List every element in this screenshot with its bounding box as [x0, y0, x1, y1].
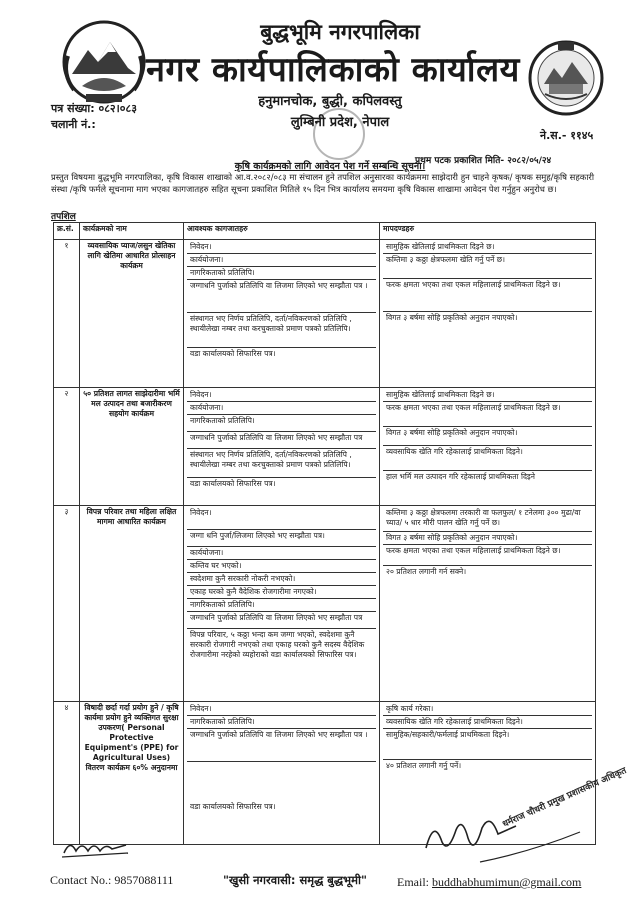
ref-number: पत्र संख्या: ०८२।०८३ [51, 102, 137, 115]
row-sn: २ [54, 388, 80, 506]
municipality-slogan: "खुसी नगरवासी: समृद्ध बुद्धभूमी" [223, 873, 367, 887]
document-item: जग्गाधनि पुर्जाको प्रतिलिपि वा लिजमा लिएको भए सम्झौता पत्र [187, 612, 376, 629]
criteria-item: सामुहिक खेतिलाई प्राथमिकता दिइने छ। [383, 389, 592, 402]
criteria-item: २० प्रतिशत लगानी गर्न सक्ने। [386, 567, 467, 576]
table-row [54, 240, 596, 388]
document-item: जग्गा धनि पुर्जा/लिजमा लिएको भए सम्झौता पत्र। [187, 530, 376, 547]
notice-subject: कृषि कार्यक्रमको लागि आवेदन पेश गर्ने सम्बन्धि सूचना। [234, 161, 426, 172]
row-sn: १ [54, 240, 80, 388]
row-documents [184, 506, 380, 702]
document-item: वडा कार्यालयको सिफारिस पत्र। [190, 479, 276, 488]
office-address: हनुमानचोक, बुद्धी, कपिलवस्तु [258, 94, 402, 109]
document-item: निवेदन। [187, 241, 376, 254]
email-label: Email: [397, 875, 432, 889]
criteria-item: कम्तिमा ३ कठ्ठा क्षेत्रफलमा खेति गर्नु पर्ने छ। [383, 254, 592, 279]
document-item: कार्ययोजना। [187, 402, 376, 415]
document-item: कार्ययोजना। [187, 547, 376, 560]
criteria-item: कम्तिमा ३ कठ्ठा क्षेत्रफलमा तरकारी वा फलफुल/ १ टनेलमा ३०० मुढा/वा च्याउ/ ५ धार मौरी पालन खेति गर्नु पर्ने छ। [383, 507, 592, 532]
document-item: संस्थागत भए निर्णय प्रतिलिपि, दर्ता/नविकरणको प्रतिलिपि , स्थायीलेखा नम्बर तथा करचुक्ताको प्रमाण पत्रको प्रतिलिपि। [187, 449, 376, 478]
row-program: ५० प्रतिशत लागत साझेदारीमा भर्मि मल उत्पादन तथा बजारीकरण सहयोग कार्यक्रम [80, 388, 184, 506]
criteria-item: विगत ३ बर्षमा सोहि प्रकृतिको अनुदान नपाएको। [383, 532, 592, 545]
document-item: निवेदन। [187, 389, 376, 402]
row-criteria [380, 240, 596, 388]
criteria-item: फरक क्षमता भएका तथा एकल महिलालाई प्राथमिकता दिइने छ। [383, 545, 592, 566]
nepal-samvat-number: ने.स.- ११४५ [540, 129, 594, 142]
header-program: कार्यक्रमको नाम [80, 223, 184, 240]
document-item: नागरिकताको प्रतिलिपि। [187, 599, 376, 612]
nepal-emblem-logo [58, 16, 150, 108]
document-item: एकाह घरको कुनै वैदेशिक रोजगारीमा नगएको। [187, 586, 376, 599]
table-row [54, 388, 596, 506]
left-signature [60, 835, 130, 861]
email-link[interactable]: buddhabhumimun@gmail.com [432, 875, 582, 889]
document-item: वडा कार्यालयको सिफारिस पत्र। [190, 802, 276, 811]
document-item: संस्थागत भए निर्णय प्रतिलिपि, दर्ता/नविकरणको प्रतिलिपि , स्थायीलेखा नम्बर तथा करचुक्ताको प्रमाण पत्रको प्रतिलिपि। [187, 313, 376, 348]
document-item: वडा कार्यालयको सिफारिस पत्र। [190, 349, 276, 358]
row-criteria [380, 506, 596, 702]
document-item: जग्गाधनि पुर्जाको प्रतिलिपि वा लिजमा लिएको भए सम्झौता पत्र [187, 432, 376, 449]
header-criteria: मापदण्डहरु [380, 223, 596, 240]
criteria-item: विगत ३ बर्षमा सोहि प्रकृतिको अनुदान नपाएको। [386, 313, 518, 322]
criteria-item: हाल भर्मि मल उत्पादन गरि रहेकालाई प्राथमिकता दिइने [386, 472, 535, 481]
criteria-item: सामुहिक/सहकारी/फर्मलाई प्राथमिकता दिइने। [383, 729, 592, 760]
row-program: विपन्न परिवार तथा महिला लक्षित मागमा आधारित कार्यक्रम [80, 506, 184, 702]
row-documents [184, 240, 380, 388]
document-item: जग्गाधनि पुर्जाको प्रतिलिपि वा लिजमा लिएको भए सम्झौता पत्र । [187, 729, 376, 762]
document-item: कम्तिव घर भएको। [187, 560, 376, 573]
document-item: नागरिकताको प्रतिलिपि। [187, 267, 376, 280]
row-program: विषादी छर्दा गर्दा प्रयोग हुने / कृषि कार्यमा प्रयोग हुने व्यक्तिगत सुरक्षा उपकरण( Personal Protective Equipment's (PPE) for Agricultural Uses) वितरण कार्यक्रम ६०% अनुदानमा [80, 702, 184, 845]
row-sn: ३ [54, 506, 80, 702]
row-documents [184, 702, 380, 845]
document-item: निवेदन। [187, 703, 376, 716]
program-table [53, 222, 596, 845]
office-name: नगर कार्यपालिकाको कार्यालय [146, 50, 520, 90]
document-item: कार्ययोजना। [187, 254, 376, 267]
row-program: व्यवसायिक प्याज/लसुन खेतिका लागि खेतिमा आधारित प्रोत्साहन कार्यक्रम [80, 240, 184, 388]
header-sn: क्र.सं. [54, 223, 80, 240]
row-criteria [380, 388, 596, 506]
table-row [54, 506, 596, 702]
criteria-item: फरक क्षमता भएका तथा एकल महिलालाई प्राथमिकता दिइने छ। [383, 279, 592, 312]
document-item: नागरिकताको प्रतिलिपि। [187, 415, 376, 432]
header-documents: आवश्यक कागजातहरु [184, 223, 380, 240]
org-name: बुद्धभूमि नगरपालिका [260, 20, 420, 44]
document-item: जग्गाधनि पुर्जाको प्रतिलिपि वा लिजमा लिएको भए सम्झौता पत्र । [187, 280, 376, 313]
document-item: निवेदन। [187, 507, 376, 530]
schedule-label: तपशिल [51, 212, 76, 222]
criteria-item: ४० प्रतिशत लगानी गर्नु पर्ने। [386, 761, 462, 770]
dispatch-number: चलानी नं.: [51, 118, 96, 131]
officer-designation: धर्मराज चौधरी प्रमुख प्रशासकीय अधिकृत [501, 766, 629, 830]
criteria-item: व्यवसायिक खेति गरि रहेकालाई प्राथमिकता दिइने। [383, 446, 592, 471]
table-header-row [54, 223, 596, 240]
document-item: विपन्न परिवार, ५ कठ्ठा भन्दा कम जग्गा भएको, स्वदेशमा कुनै सरकारी रोजगारी नभएको तथा एकाह घरको कुनै सदस्य वैदेशिक रोजगारीमा नरहेको व्यहोराको वडा कार्यालयको सिफारिस पत्र। [190, 630, 365, 659]
criteria-item: फरक क्षमता भएका तथा एकल महिलालाई प्राथमिकता दिइने छ। [383, 402, 592, 427]
criteria-item: सामुहिक खेतिलाई प्राथमिकता दिइने छ। [383, 241, 592, 254]
document-item: नागरिकताको प्रतिलिपि। [187, 716, 376, 729]
row-documents [184, 388, 380, 506]
criteria-item: कृषि कार्य गरेका। [383, 703, 592, 716]
document-item: स्वदेशमा कुनै सरकारी नोकरी नभएको। [187, 573, 376, 586]
criteria-item: विगत ३ बर्षमा सोहि प्रकृतिको अनुदान नपाएको। [383, 427, 592, 446]
municipality-seal-logo [527, 38, 605, 118]
office-country: लुम्बिनी प्रदेश, नेपाल [290, 115, 390, 130]
publish-date: प्रथम पटक प्रकाशित मिति- २०८२/०५/२४ [415, 156, 552, 166]
contact-number: Contact No.: 9857088111 [50, 873, 174, 887]
criteria-item: व्यवसायिक खेति गरि रहेकालाई प्राथमिकता दिइने। [383, 716, 592, 729]
row-sn: ४ [54, 702, 80, 845]
notice-intro: प्रस्तुत विषयमा बुद्धभूमि नगरपालिका, कृषि विकास शाखाको आ.व.२०८२/०८३ मा संचालन हुने तपशिल अनुसारका कार्यक्रममा साझेदारी हुन चाहने कृषक/ कृषक समुह/कृषि सहकारी संस्था /कृषि फर्मले सूचनामा माग भएका कागजातहरु सहित सूचना प्रकाशित मितिले १५ दिन भित्र कार्यालय समयमा कृषि विकास शाखामा आवेदन पेश गर्नुहुन अनुरोध छ। [51, 172, 594, 194]
email-line [397, 875, 581, 890]
